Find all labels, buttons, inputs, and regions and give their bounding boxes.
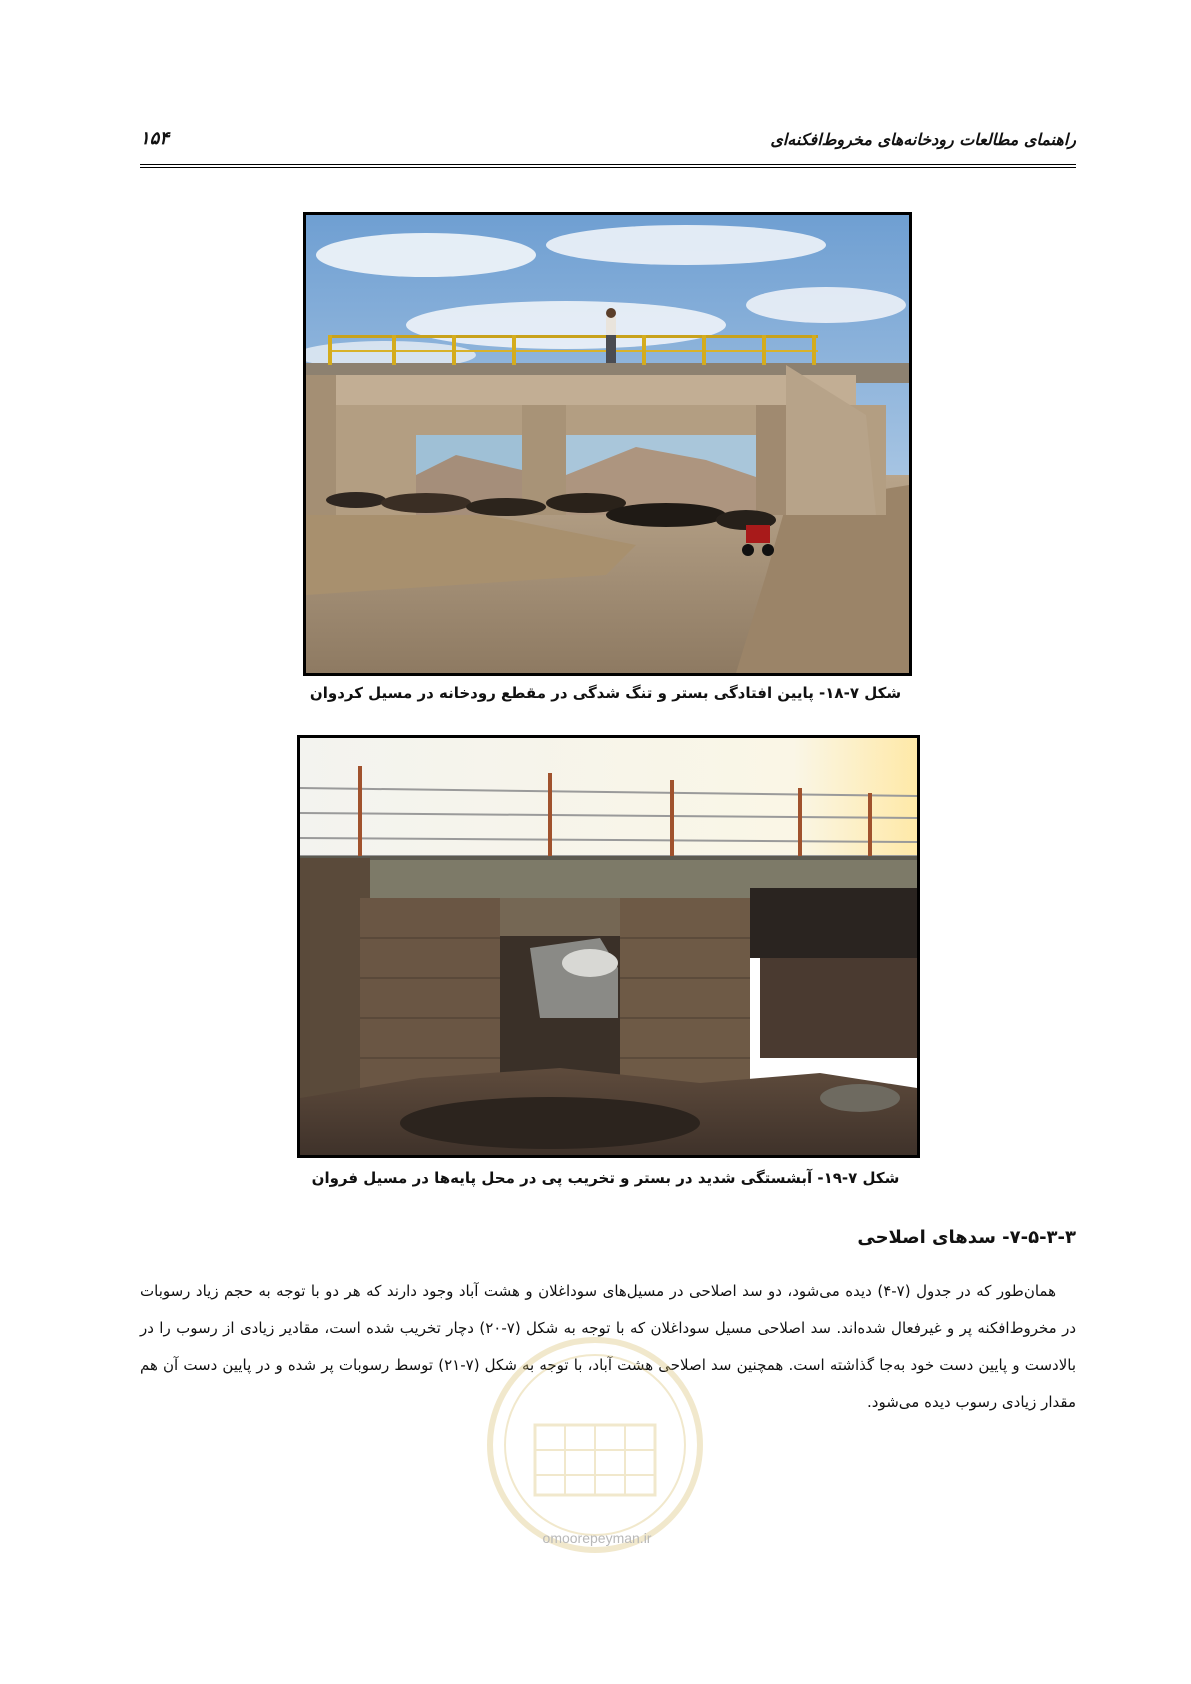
running-title: راهنمای مطالعات رودخانه‌های مخروط‌افکنه‌ای <box>770 130 1076 149</box>
page-header <box>140 128 1076 168</box>
figure-caption-7-19: شکل ۷-۱۹- آبشستگی شدید در بستر و تخریب پی در محل پایه‌ها در مسیل فروان <box>311 1169 900 1187</box>
bridge-photo-illustration-2 <box>300 738 917 1155</box>
page-number: ۱۵۴ <box>140 128 170 149</box>
publisher-seal-watermark <box>480 1330 710 1560</box>
paragraph-text: همان‌طور که در جدول (۷-۴) دیده می‌شود، دو سد اصلاحی در مسیل‌های سوداغلان و هشت آباد وجود دارند که هر دو با توجه به حجم زیاد رسوبات در مخروط‌افکنه پر و غیرفعال شده‌اند. سد اصلاحی مسیل سوداغلان که با توجه به شکل (۷-۲۰) دچار تخریب شده است، مقادیر زیادی از رسوب را در بالادست و پایین دست خود به‌جا گذاشته است. همچنین سد اصلاحی هشت آباد، با توجه به شکل (۷-۲۱) توسط رسوبات پر شده و در پایین دست آن هم مقدار زیادی رسوب دیده می‌شود. <box>140 1282 1077 1411</box>
section-heading: ۷-۵-۳-۳- سدهای اصلاحی <box>857 1227 1076 1248</box>
bridge-photo-illustration <box>306 215 909 673</box>
figure-photo-bridge-kordovan <box>303 212 912 676</box>
figure-caption-7-18: شکل ۷-۱۸- پایین افتادگی بستر و تنگ شدگی در مقطع رودخانه در مسیل کردوان <box>309 684 902 702</box>
figure-photo-bridge-farvan <box>297 735 920 1158</box>
watermark-url: omoorepeyman.ir <box>542 1530 652 1546</box>
